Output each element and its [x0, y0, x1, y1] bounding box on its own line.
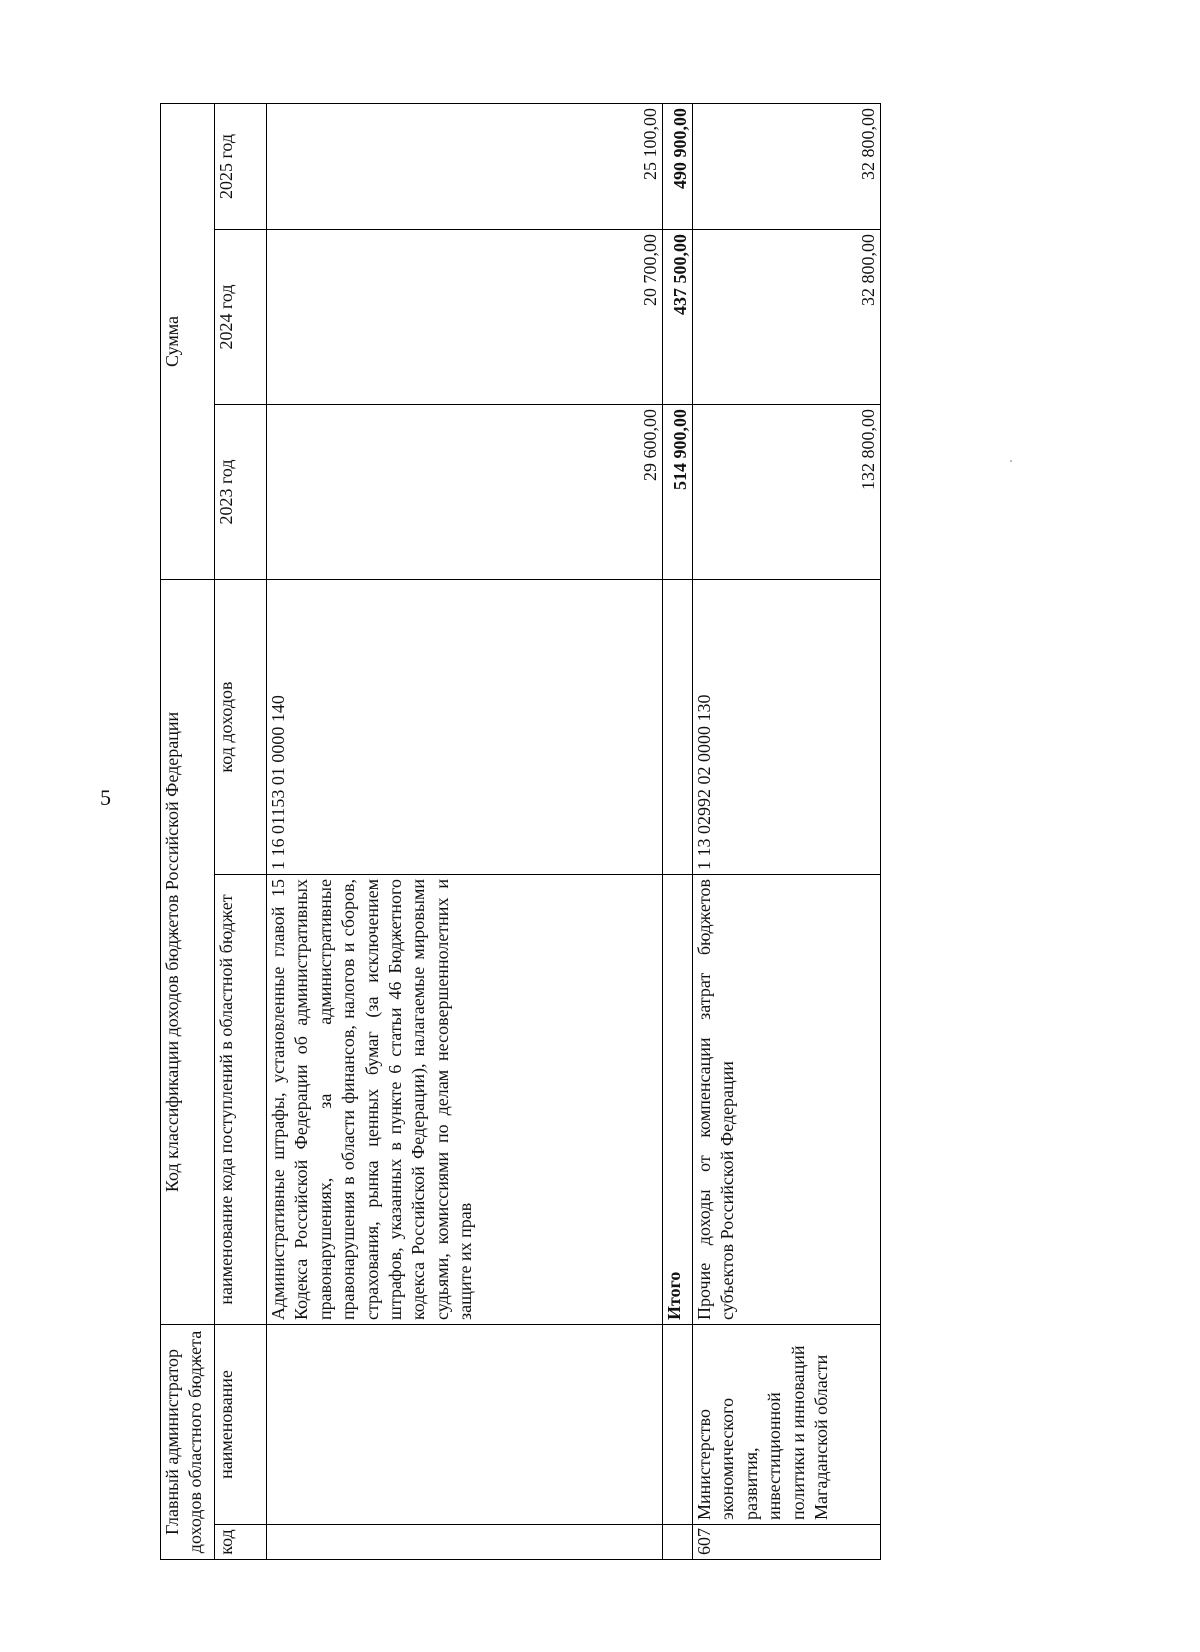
table-row-fines	[267, 103, 663, 1559]
cell-total-label: Итого	[663, 875, 693, 1325]
cell-2025: 32 800,00	[693, 103, 881, 229]
header-row-1	[161, 103, 215, 1559]
rotated-table-container	[160, 104, 880, 1560]
header-kod: код	[215, 1525, 267, 1560]
cell-2023: 29 600,00	[267, 405, 663, 580]
cell-admin-name	[663, 1325, 693, 1525]
header-year-2025: 2025 год	[215, 103, 267, 229]
cell-admin-code	[267, 1525, 663, 1560]
cell-total-2025: 490 900,00	[663, 103, 693, 229]
cell-admin-code: 607	[693, 1525, 881, 1560]
cell-2024: 32 800,00	[693, 230, 881, 405]
table-row-total	[663, 103, 693, 1559]
header-row-2	[215, 103, 267, 1559]
header-classification-group: Код классификации доходов бюджетов Российской Федерации	[161, 580, 215, 1325]
header-year-2024: 2024 год	[215, 230, 267, 405]
cell-income-name: Прочие доходы от компенсации затрат бюджетов субъектов Российской Федерации	[693, 875, 881, 1325]
cell-2023: 132 800,00	[693, 405, 881, 580]
cell-admin-name: Министерство экономического развития, инвестиционной политики и инноваций Магаданской области	[693, 1325, 881, 1525]
header-income-name: наименование кода поступлений в областной бюджет	[215, 875, 267, 1325]
cell-income-code: 1 13 02992 02 0000 130	[693, 580, 881, 875]
cell-2025: 25 100,00	[267, 103, 663, 229]
header-income-code: код доходов	[215, 580, 267, 875]
cell-total-2023: 514 900,00	[663, 405, 693, 580]
header-admin-group: Главный администратор доходов областного бюджета	[161, 1325, 215, 1560]
header-naimenovanie: наименование	[215, 1325, 267, 1525]
page-number: 5	[100, 785, 111, 810]
cell-total-2024: 437 500,00	[663, 230, 693, 405]
header-year-2023: 2023 год	[215, 405, 267, 580]
cell-admin-code	[663, 1525, 693, 1560]
cell-2024: 20 700,00	[267, 230, 663, 405]
cell-income-code	[663, 580, 693, 875]
header-sum-group: Сумма	[161, 103, 215, 579]
revenue-table	[160, 103, 881, 1560]
cell-income-name: Административные штрафы, установленные главой 15 Кодекса Российской Федерации об административных правонарушениях, за административные правонарушения в области финансов, налогов и сборов, страхования, рынка ценных бумаг (за исключением штрафов, указанных в пункте 6 статьи 46 Бюджетного кодекса Российской Федерации), налагаемые мировыми судьями, комиссиями по делам несовершеннолетних и защите их прав	[267, 875, 663, 1325]
scan-speck	[1010, 460, 1012, 462]
table-row-ministry	[693, 103, 881, 1559]
cell-admin-name	[267, 1325, 663, 1525]
cell-income-code: 1 16 01153 01 0000 140	[267, 580, 663, 875]
